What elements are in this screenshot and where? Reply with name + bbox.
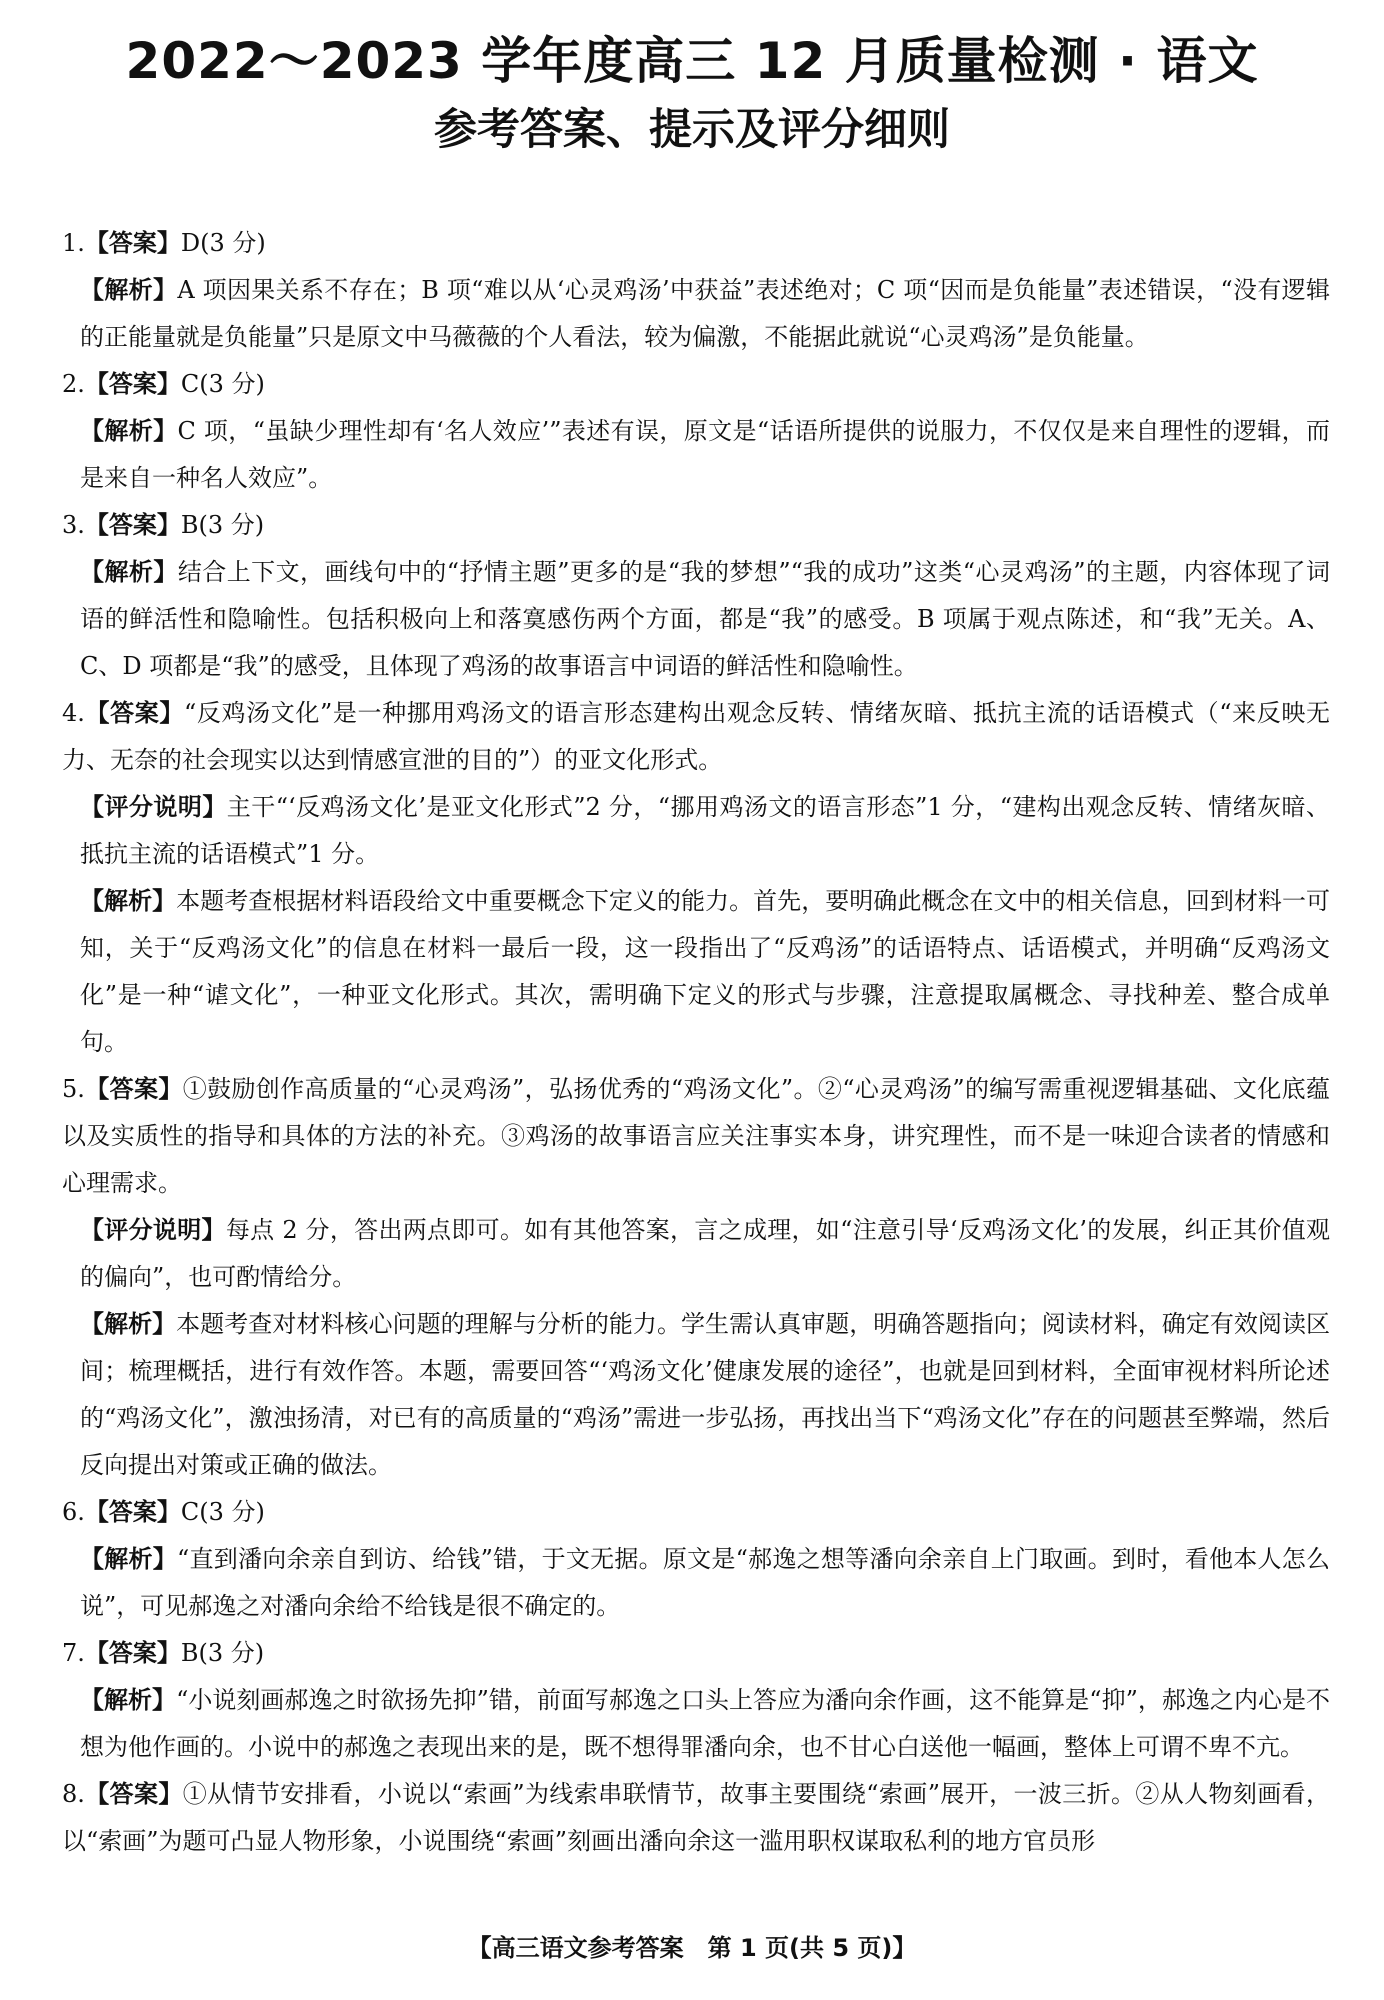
question-8 xyxy=(62,1771,1330,1865)
answer-tag: 【答案】 xyxy=(84,370,181,398)
analysis-text: C 项，“虽缺少理性却有‘名人效应’”表述有误，原文是“话语所提供的说服力，不仅仅是来自理性的逻辑，而是来自一种名人效应”。 xyxy=(80,417,1331,492)
analysis-tag: 【解析】 xyxy=(80,887,177,915)
question-number: 8. xyxy=(62,1780,85,1808)
answer-text: B(3 分) xyxy=(180,1639,265,1667)
question-number: 1. xyxy=(62,229,85,257)
answer-line xyxy=(62,502,1330,549)
analysis-tag: 【解析】 xyxy=(80,276,178,304)
analysis-line xyxy=(62,1301,1330,1489)
answer-line xyxy=(62,1489,1330,1536)
answer-text: C(3 分) xyxy=(180,1498,265,1526)
analysis-line xyxy=(62,1536,1330,1630)
answer-text: “反鸡汤文化”是一种挪用鸡汤文的语言形态建构出观念反转、情绪灰暗、抵抗主流的话语模式（“来反映无力、无奈的社会现实以达到情感宣泄的目的”）的亚文化形式。 xyxy=(62,699,1330,774)
answer-tag: 【答案】 xyxy=(84,1780,183,1808)
document-header xyxy=(0,28,1384,160)
answer-line xyxy=(62,1066,1330,1207)
question-number: 2. xyxy=(62,370,85,398)
answer-text: B(3 分) xyxy=(180,511,265,539)
scoring-text: 主干“‘反鸡汤文化’是亚文化形式”2 分，“挪用鸡汤文的语言形态”1 分，“建构出观念反转、情绪灰暗、抵抗主流的话语模式”1 分。 xyxy=(80,793,1330,868)
scoring-tag: 【评分说明】 xyxy=(80,1216,226,1244)
answer-tag: 【答案】 xyxy=(84,1498,181,1526)
answer-tag: 【答案】 xyxy=(84,229,181,257)
analysis-tag: 【解析】 xyxy=(80,1686,177,1714)
answer-list xyxy=(62,220,1330,1865)
analysis-text: “小说刻画郝逸之时欲扬先抑”错，前面写郝逸之口头上答应为潘向余作画，这不能算是“抑”，郝逸之内心是不想为他作画的。小说中的郝逸之表现出来的是，既不想得罪潘向余，也不甘心白送他一幅画，整体上可谓不卑不亢。 xyxy=(80,1686,1331,1761)
question-5 xyxy=(62,1066,1330,1489)
answer-text: C(3 分) xyxy=(180,370,265,398)
analysis-line xyxy=(62,408,1330,502)
analysis-line xyxy=(62,878,1330,1066)
answer-text: ①鼓励创作高质量的“心灵鸡汤”，弘扬优秀的“鸡汤文化”。②“心灵鸡汤”的编写需重视逻辑基础、文化底蕴以及实质性的指导和具体的方法的补充。③鸡汤的故事语言应关注事实本身，讲究理性，而不是一味迎合读者的情感和心理需求。 xyxy=(62,1075,1330,1197)
question-3 xyxy=(62,502,1330,690)
answer-tag: 【答案】 xyxy=(84,1075,183,1103)
answer-line xyxy=(62,1630,1330,1677)
question-number: 4. xyxy=(62,699,85,727)
question-number: 5. xyxy=(62,1075,85,1103)
analysis-line xyxy=(62,267,1330,361)
question-number: 7. xyxy=(62,1639,85,1667)
analysis-text: A 项因果关系不存在；B 项“难以从‘心灵鸡汤’中获益”表述绝对；C 项“因而是负能量”表述错误，“没有逻辑的正能量就是负能量”只是原文中马薇薇的个人看法，较为偏激，不能据此就说“心灵鸡汤”是负能量。 xyxy=(80,276,1331,351)
analysis-text: 本题考查根据材料语段给文中重要概念下定义的能力。首先，要明确此概念在文中的相关信息，回到材料一可知，关于“反鸡汤文化”的信息在材料一最后一段，这一段指出了“反鸡汤”的话语特点、话语模式，并明确“反鸡汤文化”是一种“谑文化”，一种亚文化形式。其次，需明确下定义的形式与步骤，注意提取属概念、寻找种差、整合成单句。 xyxy=(80,887,1331,1056)
analysis-text: “直到潘向余亲自到访、给钱”错，于文无据。原文是“郝逸之想等潘向余亲自上门取画。到时，看他本人怎么说”，可见郝逸之对潘向余给不给钱是很不确定的。 xyxy=(80,1545,1330,1620)
answer-line xyxy=(62,361,1330,408)
document-title: 2022～2023 学年度高三 12 月质量检测 · 语文 xyxy=(125,32,1259,90)
analysis-tag: 【解析】 xyxy=(80,1310,177,1338)
answer-tag: 【答案】 xyxy=(84,1639,181,1667)
question-number: 3. xyxy=(62,511,85,539)
analysis-tag: 【解析】 xyxy=(80,1545,178,1573)
scoring-text: 每点 2 分，答出两点即可。如有其他答案，言之成理，如“注意引导‘反鸡汤文化’的发展，纠正其价值观的偏向”，也可酌情给分。 xyxy=(80,1216,1330,1291)
answer-line xyxy=(62,690,1330,784)
question-7 xyxy=(62,1630,1330,1771)
answer-text: D(3 分) xyxy=(180,229,266,257)
answer-text: ①从情节安排看，小说以“索画”为线索串联情节，故事主要围绕“索画”展开，一波三折。②从人物刻画看，以“索画”为题可凸显人物形象，小说围绕“索画”刻画出潘向余这一滥用职权谋取私利的地方官员形 xyxy=(62,1780,1330,1855)
scoring-tag: 【评分说明】 xyxy=(80,793,227,821)
analysis-text: 本题考查对材料核心问题的理解与分析的能力。学生需认真审题，明确答题指向；阅读材料，确定有效阅读区间；梳理概括，进行有效作答。本题，需要回答“‘鸡汤文化’健康发展的途径”，也就是回到材料，全面审视材料所论述的“鸡汤文化”，激浊扬清，对已有的高质量的“鸡汤”需进一步弘扬，再找出当下“鸡汤文化”存在的问题甚至弊端，然后反向提出对策或正确的做法。 xyxy=(80,1310,1331,1479)
scoring-line xyxy=(62,784,1330,878)
scoring-line xyxy=(62,1207,1330,1301)
analysis-text: 结合上下文，画线句中的“抒情主题”更多的是“我的梦想”“我的成功”这类“心灵鸡汤”的主题，内容体现了词语的鲜活性和隐喻性。包括积极向上和落寞感伤两个方面，都是“我”的感受。B 项属于观点陈述，和“我”无关。A、C、D 项都是“我”的感受，且体现了鸡汤的故事语言中词语的鲜活性和隐喻性。 xyxy=(80,558,1331,680)
analysis-line xyxy=(62,549,1330,690)
answer-line xyxy=(62,220,1330,267)
answer-tag: 【答案】 xyxy=(84,511,181,539)
answer-tag: 【答案】 xyxy=(84,699,185,727)
question-1 xyxy=(62,220,1330,361)
question-6 xyxy=(62,1489,1330,1630)
question-number: 6. xyxy=(62,1498,85,1526)
question-2 xyxy=(62,361,1330,502)
answer-line xyxy=(62,1771,1330,1865)
page-footer: 【高三语文参考答案 第 1 页(共 5 页)】 xyxy=(467,1934,917,1962)
question-4 xyxy=(62,690,1330,1066)
analysis-line xyxy=(62,1677,1330,1771)
analysis-tag: 【解析】 xyxy=(80,417,178,445)
document-subtitle: 参考答案、提示及评分细则 xyxy=(434,105,950,155)
analysis-tag: 【解析】 xyxy=(80,558,178,586)
